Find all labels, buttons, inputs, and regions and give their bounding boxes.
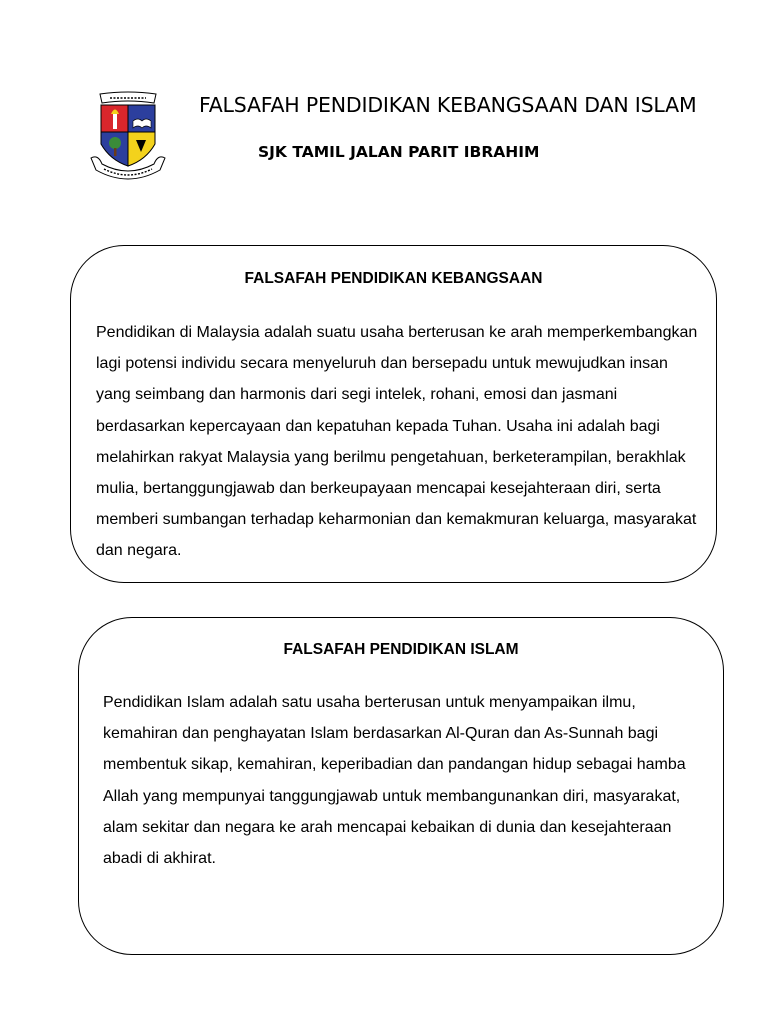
- school-crest-logo: [88, 90, 168, 182]
- school-crest-icon: [88, 90, 168, 182]
- philosophy-card-islam: [78, 617, 724, 955]
- card-title: FALSAFAH PENDIDIKAN ISLAM: [283, 641, 519, 658]
- card-text: Pendidikan di Malaysia adalah suatu usaha berterusan ke arah memperkembangkan lagi potensi individu secara menyeluruh dan bersepadu untuk mewujudkan insan yang seimbang dan harmonis dari segi intelek, rohani, emosi dan jasmani berdasarkan kepercayaan dan kepatuhan kepada Tuhan. Usaha ini adalah bagi melahirkan rakyat Malaysia yang berilmu pengetahuan, berketerampilan, berakhlak mulia, bertanggungjawab dan berkeupayaan mencapai kesejahteraan diri, serta memberi sumbangan terhadap keharmonian dan kemakmuran keluarga, masyarakat dan negara.: [96, 324, 698, 560]
- card-text: Pendidikan Islam adalah satu usaha berterusan untuk menyampaikan ilmu, kemahiran dan penghayatan Islam berdasarkan Al-Quran dan As-Sunnah bagi membentuk sikap, kemahiran, keperibadian dan pandangan hidup sebagai hamba Allah yang mempunyai tanggungjawab untuk membangunankan diri, masyarakat, alam sekitar dan negara ke arah mencapai kebaikan di dunia dan kesejahteraan abadi di akhirat.: [103, 694, 686, 868]
- card-title: FALSAFAH PENDIDIKAN KEBANGSAAN: [244, 270, 543, 287]
- school-name: SJK TAMIL JALAN PARIT IBRAHIM: [258, 143, 540, 161]
- page-title: FALSAFAH PENDIDIKAN KEBANGSAAN DAN ISLAM: [199, 93, 697, 117]
- philosophy-card-kebangsaan: [70, 245, 717, 583]
